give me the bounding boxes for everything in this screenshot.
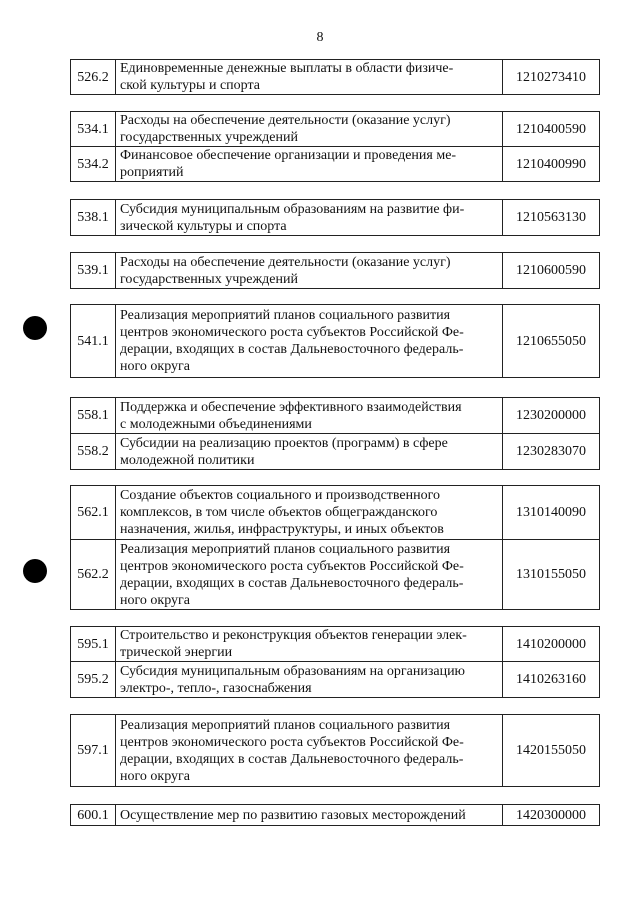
page-number: 8 — [316, 30, 324, 45]
row-budget-code: 1410263160 — [503, 662, 600, 698]
description-line: Осуществление мер по развитию газовых месторождений — [120, 807, 466, 823]
budget-table-group — [70, 304, 600, 378]
row-budget-code: 1420300000 — [503, 805, 600, 826]
table-row — [71, 147, 600, 182]
row-description — [116, 486, 503, 540]
description-line: комплексов, в том числе объектов общегражданского — [120, 505, 438, 520]
budget-table-group — [70, 199, 600, 236]
row-code: 597.1 — [71, 715, 116, 787]
row-description — [116, 60, 503, 95]
description-line: назначения, жилья, инфраструктуры, и иных объектов — [120, 522, 444, 537]
description-line: Реализация мероприятий планов социального развития — [120, 308, 451, 323]
description-line: Субсидия муниципальным образованиям на организацию — [120, 663, 466, 679]
table-row — [71, 253, 600, 289]
description-line: Расходы на обеспечение деятельности (оказание услуг) — [120, 113, 451, 128]
row-description — [116, 253, 503, 289]
row-code: 562.1 — [71, 486, 116, 540]
row-code: 538.1 — [71, 200, 116, 236]
budget-table-group — [70, 485, 600, 610]
row-code: 600.1 — [71, 805, 116, 826]
row-budget-code: 1230200000 — [503, 398, 600, 434]
row-budget-code: 1230283070 — [503, 434, 600, 470]
row-description — [116, 305, 503, 378]
row-budget-code: 1210600590 — [503, 253, 600, 289]
row-budget-code: 1210273410 — [503, 60, 600, 95]
punch-hole-mark — [23, 316, 47, 340]
row-description — [116, 398, 503, 434]
row-code: 558.2 — [71, 434, 116, 470]
row-budget-code: 1210655050 — [503, 305, 600, 378]
description-line: Единовременные денежные выплаты в области физиче- — [120, 61, 454, 76]
description-line: государственных учреждений — [120, 271, 298, 287]
row-budget-code: 1210400590 — [503, 112, 600, 147]
row-code: 534.2 — [71, 147, 116, 182]
row-code: 541.1 — [71, 305, 116, 378]
description-line: Строительство и реконструкция объектов генерации элек- — [120, 628, 467, 643]
description-line: ного округа — [120, 359, 190, 374]
description-line: ской культуры и спорта — [120, 78, 260, 93]
description-line: Субсидия муниципальным образованиям на развитие фи- — [120, 201, 465, 217]
description-line: роприятий — [120, 165, 184, 180]
description-line: дерации, входящих в состав Дальневосточного федераль- — [120, 575, 464, 591]
description-line: дерации, входящих в состав Дальневосточного федераль- — [120, 751, 464, 767]
row-code: 526.2 — [71, 60, 116, 95]
row-code: 595.2 — [71, 662, 116, 698]
description-line: государственных учреждений — [120, 130, 298, 145]
table-row — [71, 715, 600, 787]
table-row — [71, 627, 600, 662]
row-description — [116, 805, 503, 826]
table-row — [71, 60, 600, 95]
description-line: Расходы на обеспечение деятельности (оказание услуг) — [120, 254, 451, 270]
table-row — [71, 662, 600, 698]
description-line: трической энергии — [120, 645, 233, 660]
table-row — [71, 540, 600, 610]
row-description — [116, 715, 503, 787]
description-line: ного округа — [120, 592, 190, 608]
budget-table-group — [70, 804, 600, 826]
row-description — [116, 112, 503, 147]
row-description — [116, 627, 503, 662]
description-line: Реализация мероприятий планов социального развития — [120, 717, 451, 733]
row-description — [116, 434, 503, 470]
description-line: Финансовое обеспечение организации и проведения ме- — [120, 148, 457, 163]
row-budget-code: 1310155050 — [503, 540, 600, 610]
row-code: 534.1 — [71, 112, 116, 147]
row-budget-code: 1410200000 — [503, 627, 600, 662]
description-line: дерации, входящих в состав Дальневосточного федераль- — [120, 342, 464, 357]
punch-hole-mark — [23, 559, 47, 583]
budget-table-group — [70, 626, 600, 698]
row-description — [116, 540, 503, 610]
description-line: молодежной политики — [120, 452, 255, 468]
row-budget-code: 1210400990 — [503, 147, 600, 182]
row-description — [116, 200, 503, 236]
row-description — [116, 147, 503, 182]
description-line: центров экономического роста субъектов Российской Фе- — [120, 558, 464, 574]
description-line: центров экономического роста субъектов Российской Фе- — [120, 734, 464, 750]
table-row — [71, 486, 600, 540]
description-line: Субсидии на реализацию проектов (программ) в сфере — [120, 435, 448, 451]
description-line: ного округа — [120, 768, 190, 784]
description-line: с молодежными объединениями — [120, 416, 312, 432]
table-row — [71, 805, 600, 826]
description-line: Создание объектов социального и производственного — [120, 488, 441, 503]
description-line: Поддержка и обеспечение эффективного взаимодействия — [120, 399, 462, 415]
row-code: 595.1 — [71, 627, 116, 662]
table-row — [71, 398, 600, 434]
budget-table-group — [70, 111, 600, 182]
row-budget-code: 1420155050 — [503, 715, 600, 787]
row-budget-code: 1310140090 — [503, 486, 600, 540]
description-line: центров экономического роста субъектов Российской Фе- — [120, 325, 464, 340]
row-description — [116, 662, 503, 698]
row-code: 562.2 — [71, 540, 116, 610]
budget-table-group — [70, 59, 600, 95]
row-budget-code: 1210563130 — [503, 200, 600, 236]
row-code: 539.1 — [71, 253, 116, 289]
table-row — [71, 434, 600, 470]
budget-table-group — [70, 714, 600, 787]
description-line: зической культуры и спорта — [120, 218, 287, 234]
table-row — [71, 200, 600, 236]
table-row — [71, 305, 600, 378]
budget-table-group — [70, 252, 600, 289]
row-code: 558.1 — [71, 398, 116, 434]
table-row — [71, 112, 600, 147]
budget-table-group — [70, 397, 600, 470]
description-line: электро-, тепло-, газоснабжения — [120, 680, 312, 696]
description-line: Реализация мероприятий планов социального развития — [120, 541, 451, 557]
